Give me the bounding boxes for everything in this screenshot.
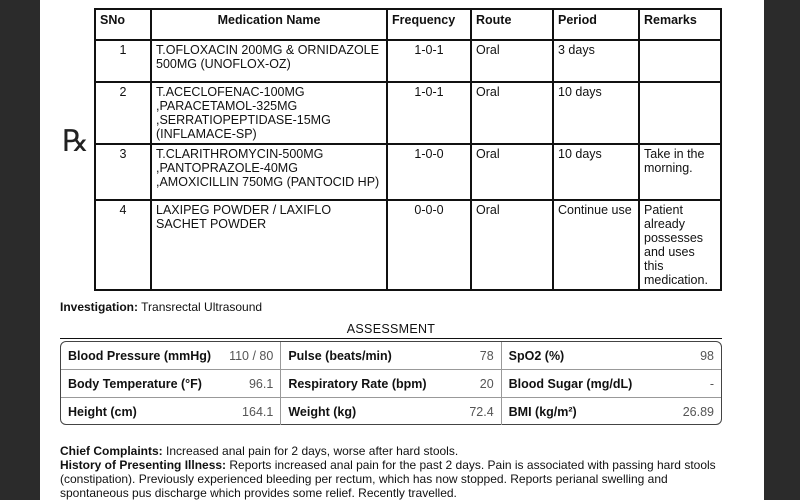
medication-name: T.ACECLOFENAC-100MG ,PARACETAMOL-325MG ,SERRATIOPEPTIDASE-15MG (INFLAMACE-SP) bbox=[151, 82, 387, 144]
medication-frequency: 0-0-0 bbox=[387, 200, 471, 290]
history-value: Reports increased anal pain for the past 2 days. Pain is associated with passing hard stools (constipation). Previously experienced bleeding per rectum, which has now stopped. Reports perianal swelling and spontaneous pus discharge which provides some relief. Recently travelled. bbox=[60, 458, 716, 500]
vital-value: 98 bbox=[700, 348, 714, 363]
medication-frequency: 1-0-1 bbox=[387, 82, 471, 144]
medication-route: Oral bbox=[471, 40, 553, 82]
medication-name: T.CLARITHROMYCIN-500MG ,PANTOPRAZOLE-40MG ,AMOXICILLIN 750MG (PANTOCID HP) bbox=[151, 144, 387, 200]
medication-route: Oral bbox=[471, 200, 553, 290]
medication-period: 10 days bbox=[553, 82, 639, 144]
chief-complaints-label: Chief Complaints: bbox=[60, 444, 163, 458]
vital-label: Blood Sugar (mg/dL) bbox=[508, 376, 633, 391]
history-label: History of Presenting Illness: bbox=[60, 458, 227, 472]
vital-value: 20 bbox=[479, 376, 494, 391]
vital-bmi bbox=[502, 398, 721, 425]
medication-period: 3 days bbox=[553, 40, 639, 82]
assessment-divider bbox=[60, 338, 722, 339]
medication-row bbox=[95, 82, 721, 144]
medication-table-header bbox=[95, 9, 721, 40]
investigation-label: Investigation: bbox=[60, 300, 139, 314]
vital-label: Pulse (beats/min) bbox=[288, 348, 392, 363]
vital-value: - bbox=[709, 376, 714, 391]
vital-label: SpO2 (%) bbox=[508, 348, 565, 363]
history-of-presenting-illness bbox=[60, 458, 720, 500]
medication-route: Oral bbox=[471, 82, 553, 144]
vital-label: Body Temperature (°F) bbox=[68, 376, 202, 391]
vitals-grid bbox=[60, 341, 722, 425]
medication-sno: 4 bbox=[95, 200, 151, 290]
header-period: Period bbox=[553, 9, 639, 40]
vital-value: 96.1 bbox=[248, 376, 274, 391]
medication-route: Oral bbox=[471, 144, 553, 200]
medication-row bbox=[95, 200, 721, 290]
medication-table bbox=[94, 8, 722, 291]
vital-weight bbox=[281, 398, 501, 425]
vital-label: BMI (kg/m²) bbox=[508, 404, 577, 419]
header-sno: SNo bbox=[95, 9, 151, 40]
vital-label: Weight (kg) bbox=[288, 404, 357, 419]
chief-complaints bbox=[60, 444, 720, 458]
vitals-row bbox=[61, 342, 721, 370]
investigation-value: Transrectal Ultrasound bbox=[141, 300, 263, 314]
medication-frequency: 1-0-1 bbox=[387, 40, 471, 82]
vital-spo2 bbox=[502, 342, 721, 369]
vital-respiratory-rate bbox=[281, 370, 501, 397]
medication-sno: 3 bbox=[95, 144, 151, 200]
vital-value: 72.4 bbox=[469, 404, 494, 419]
header-medication-name: Medication Name bbox=[151, 9, 387, 40]
medication-row bbox=[95, 144, 721, 200]
vital-label: Height (cm) bbox=[68, 404, 137, 419]
vital-value: 110 / 80 bbox=[229, 348, 274, 363]
vital-height bbox=[61, 398, 281, 425]
medication-period: Continue use bbox=[553, 200, 639, 290]
medication-row bbox=[95, 40, 721, 82]
vital-body-temperature bbox=[61, 370, 281, 397]
medication-remarks bbox=[639, 82, 721, 144]
header-frequency: Frequency bbox=[387, 9, 471, 40]
investigation bbox=[60, 300, 262, 314]
vital-value: 78 bbox=[479, 348, 494, 363]
medication-frequency: 1-0-0 bbox=[387, 144, 471, 200]
vital-value: 164.1 bbox=[242, 404, 274, 419]
rx-symbol: ℞ bbox=[62, 125, 86, 158]
vitals-row bbox=[61, 398, 721, 425]
vital-blood-sugar bbox=[502, 370, 721, 397]
vital-label: Respiratory Rate (bpm) bbox=[288, 376, 427, 391]
vital-label: Blood Pressure (mmHg) bbox=[68, 348, 212, 363]
medication-period: 10 days bbox=[553, 144, 639, 200]
medication-remarks: Patient already possesses and uses this medication. bbox=[639, 200, 721, 290]
header-remarks: Remarks bbox=[639, 9, 721, 40]
medication-remarks: Take in the morning. bbox=[639, 144, 721, 200]
header-route: Route bbox=[471, 9, 553, 40]
clinical-notes bbox=[60, 444, 720, 500]
vital-blood-pressure bbox=[61, 342, 281, 369]
medication-remarks bbox=[639, 40, 721, 82]
vital-value: 26.89 bbox=[682, 404, 714, 419]
assessment-title: ASSESSMENT bbox=[346, 322, 436, 336]
chief-complaints-value: Increased anal pain for 2 days, worse after hard stools. bbox=[166, 444, 459, 458]
vital-pulse bbox=[281, 342, 501, 369]
medication-name: LAXIPEG POWDER / LAXIFLO SACHET POWDER bbox=[151, 200, 387, 290]
vitals-row bbox=[61, 370, 721, 398]
medication-sno: 1 bbox=[95, 40, 151, 82]
medication-sno: 2 bbox=[95, 82, 151, 144]
medication-name: T.OFLOXACIN 200MG & ORNIDAZOLE 500MG (UNOFLOX-OZ) bbox=[151, 40, 387, 82]
